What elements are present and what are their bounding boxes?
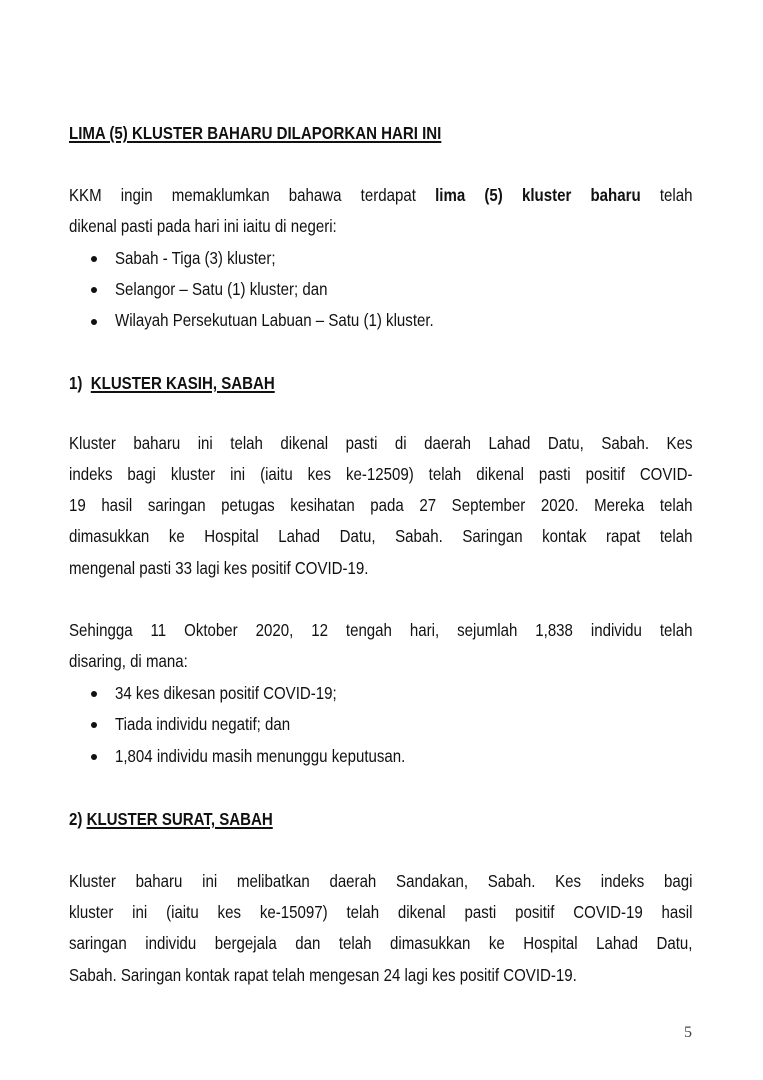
list-item-screening-result: 34 kes dikesan positif COVID-19; — [115, 683, 337, 703]
section-2-paragraph-line: Kluster baharu ini melibatkan daerah Sandakan, Sabah. Kes indeks bagi — [69, 871, 693, 891]
list-item-state: Wilayah Persekutuan Labuan – Satu (1) kluster. — [115, 310, 434, 330]
section-1-number: 1) — [69, 373, 83, 393]
document-title — [69, 118, 693, 149]
section-1-screening-line: disaring, di mana: — [69, 651, 188, 671]
intro-text-a: KKM ingin memaklumkan bahawa terdapat — [69, 185, 416, 205]
section-1-paragraph-line: indeks bagi kluster ini (iaitu kes ke-12509) telah dikenal pasti positif COVID- — [69, 464, 693, 484]
section-1-paragraph-line: Kluster baharu ini telah dikenal pasti di daerah Lahad Datu, Sabah. Kes — [69, 433, 693, 453]
bullet-icon — [91, 319, 97, 325]
list-item-state: Sabah - Tiga (3) kluster; — [115, 248, 276, 268]
list-item-state: Selangor – Satu (1) kluster; dan — [115, 279, 328, 299]
section-2-heading — [69, 804, 693, 835]
page-number: 5 — [684, 1024, 692, 1041]
bullet-icon — [91, 754, 97, 760]
list-item-screening-result: Tiada individu negatif; dan — [115, 714, 291, 734]
bullet-icon — [91, 256, 97, 262]
section-1-paragraph-line: mengenal pasti 33 lagi kes positif COVID-19. — [69, 558, 369, 578]
section-2-number: 2) — [69, 809, 83, 829]
section-2-paragraph-line: saringan individu bergejala dan telah dimasukkan ke Hospital Lahad Datu, — [69, 933, 693, 953]
section-2-paragraph-line: kluster ini (iaitu kes ke-15097) telah dikenal pasti positif COVID-19 hasil — [69, 902, 693, 922]
section-1-title: KLUSTER KASIH, SABAH — [90, 373, 275, 393]
intro-text-bold: lima (5) kluster baharu — [435, 185, 641, 205]
section-1-paragraph-line: dimasukkan ke Hospital Lahad Datu, Sabah. Saringan kontak rapat telah — [69, 526, 693, 546]
bullet-icon — [91, 691, 97, 697]
section-1-heading — [69, 368, 693, 399]
bullet-icon — [91, 287, 97, 293]
list-item-screening-result: 1,804 individu masih menunggu keputusan. — [115, 746, 406, 766]
section-1-screening-line: Sehingga 11 Oktober 2020, 12 tengah hari, sejumlah 1,838 individu telah — [69, 620, 693, 640]
intro-line-2: dikenal pasti pada hari ini iaitu di negeri: — [69, 216, 337, 236]
bullet-icon — [91, 722, 97, 728]
section-1-paragraph-line: 19 hasil saringan petugas kesihatan pada 27 September 2020. Mereka telah — [69, 495, 693, 515]
intro-text-b: telah — [659, 185, 693, 205]
section-2-title: KLUSTER SURAT, SABAH — [86, 809, 273, 829]
document-title-text: LIMA (5) KLUSTER BAHARU DILAPORKAN HARI INI — [69, 123, 442, 143]
intro-line-1 — [69, 180, 693, 211]
section-2-paragraph-line: Sabah. Saringan kontak rapat telah mengesan 24 lagi kes positif COVID-19. — [69, 965, 577, 985]
